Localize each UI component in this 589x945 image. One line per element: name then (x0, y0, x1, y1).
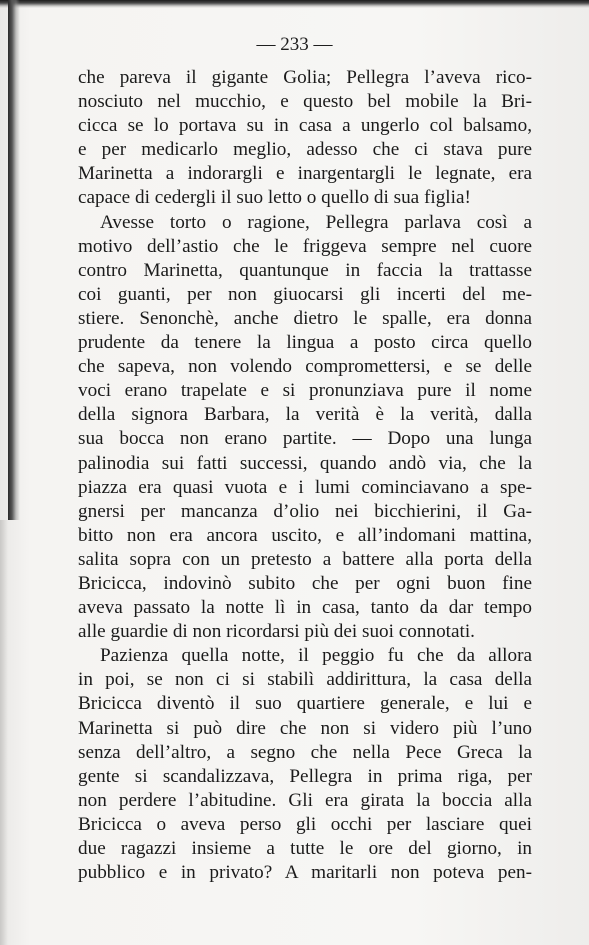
text-line: Marinetta a indorargli e inargentargli le legnate, era (78, 163, 532, 185)
text-line: Bricicca diventò il suo quartiere generale, e lui e (78, 693, 532, 715)
text-line: e per medicarlo meglio, adesso che ci stava pure (78, 139, 532, 161)
body-text (78, 66, 532, 885)
text-line: pubblico e in privato? A maritarli non poteva pen- (78, 862, 532, 884)
text-line: Bricicca o aveva perso gli occhi per lasciare quei (78, 813, 532, 835)
text-line: nosciuto nel mucchio, e questo bel mobile la Bri- (78, 91, 532, 113)
text-line: prudente da tenere la lingua a posto circa quello (78, 332, 532, 354)
text-line: stiere. Senonchè, anche dietro le spalle, era donna (78, 307, 532, 329)
text-line: alle guardie di non ricordarsi più dei suoi connotati. (78, 621, 475, 643)
text-line: capace di cedergli il suo letto o quello di sua figlia! (78, 187, 471, 209)
text-line: coi guanti, per non giuocarsi gli incerti del me- (78, 283, 532, 305)
text-line: due ragazzi insieme a tutte le ore del giorno, in (78, 838, 532, 859)
text-line: motivo dell’astio che le friggeva sempre nel cuore (78, 235, 532, 257)
text-line: contro Marinetta, quantunque in faccia la trattasse (78, 259, 532, 281)
page-top-edge-shadow (0, 0, 589, 8)
text-line: in poi, se non ci si stabilì addirittura, la casa della (78, 669, 532, 691)
paragraph-start-line: Avesse torto o ragione, Pellegra parlava così a (100, 211, 532, 233)
text-line: gente si scandalizzava, Pellegra in prima riga, per (78, 765, 532, 787)
text-line: della signora Barbara, la verità è la verità, dalla (78, 404, 532, 426)
text-line: cicca se lo portava su in casa a ungerlo col balsamo, (78, 115, 532, 137)
text-line: palinodia sui fatti successi, quando andò via, che la (78, 452, 532, 474)
text-line: gnersi per mancanza d’olio nei bicchierini, il Ga- (78, 500, 532, 522)
text-line: salita sopra con un pretesto a battere alla porta della (78, 548, 532, 570)
text-line: voci erano trapelate e si pronunziava pure il nome (78, 380, 532, 402)
text-line: che pareva il gigante Golia; Pellegra l’aveva rico- (78, 67, 532, 88)
text-line: non perdere l’abitudine. Gli era girata la boccia alla (78, 789, 532, 811)
text-line: che sapeva, non volendo compromettersi, e se delle (78, 356, 532, 378)
paragraph-start-line: Pazienza quella notte, il peggio fu che da allora (100, 645, 532, 667)
text-line: aveva passato la notte lì in casa, tanto da dar tempo (78, 597, 532, 619)
page-number-header: — 233 — (256, 34, 333, 55)
text-line: Bricicca, indovinò subito che per ogni buon fine (78, 572, 532, 594)
text-line: piazza era quasi vuota e i lumi cominciavano a spe- (78, 476, 532, 498)
book-spine-shadow (8, 0, 20, 520)
book-spine-lower-shadow (0, 520, 8, 945)
text-line: senza dell’altro, a segno che nella Pece Greca la (78, 741, 532, 763)
text-line: Marinetta si può dire che non si videro più l’uno (78, 717, 532, 739)
text-line: bitto non era ancora uscito, e all’indomani mattina, (78, 524, 532, 546)
text-line: sua bocca non erano partite. — Dopo una lunga (78, 428, 532, 450)
